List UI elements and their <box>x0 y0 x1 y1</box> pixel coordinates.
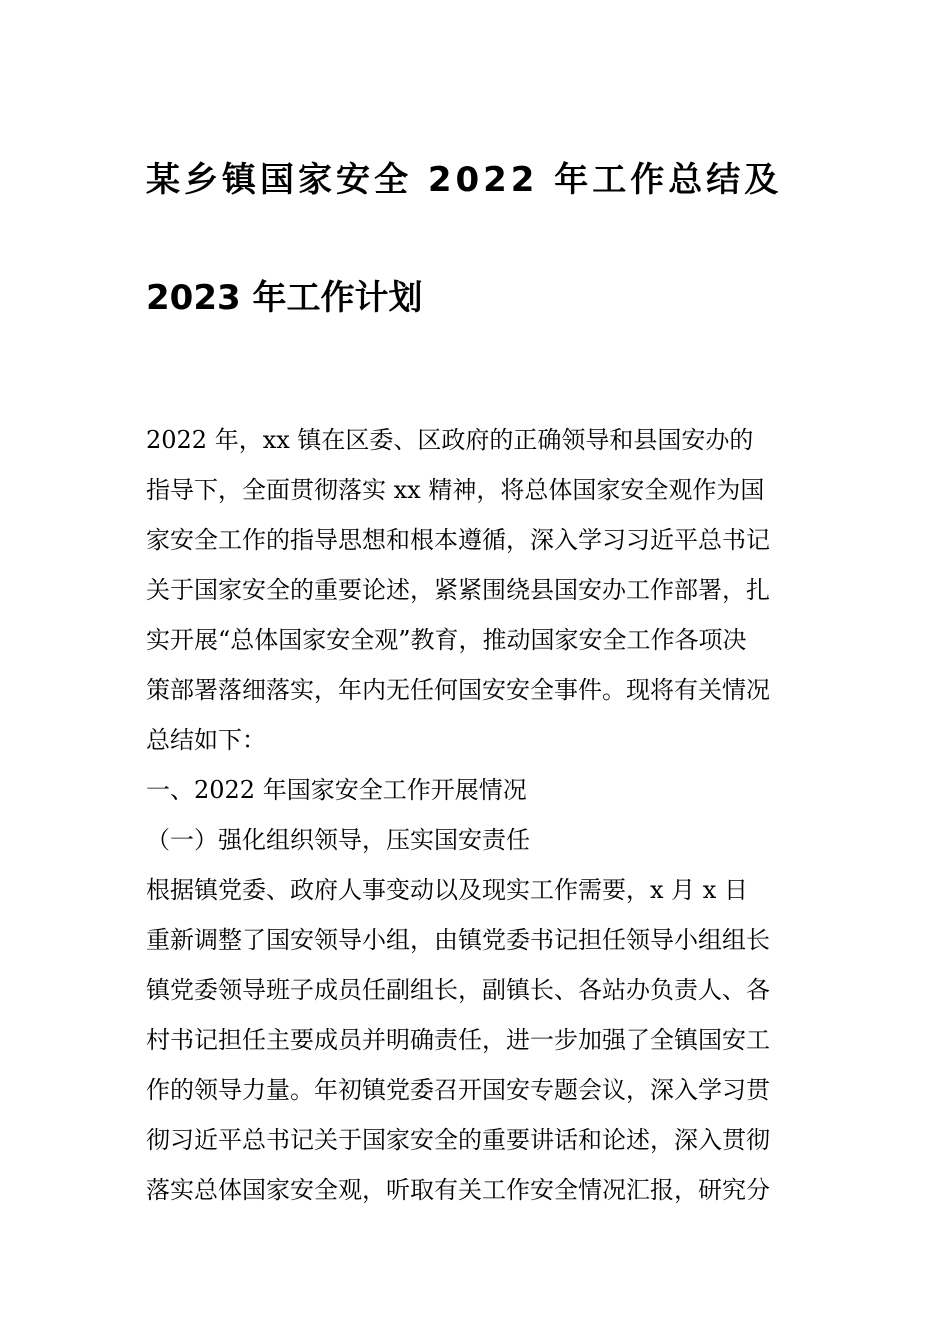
body-line: 彻习近平总书记关于国家安全的重要讲话和论述，深入贯彻 <box>146 1126 770 1154</box>
body-line: 总结如下： <box>146 726 266 754</box>
body-line: 村书记担任主要成员并明确责任，进一步加强了全镇国安工 <box>146 1026 770 1054</box>
section-heading: 一、2022 年国家安全工作开展情况 <box>146 776 527 804</box>
body-line: 实开展“总体国家安全观”教育，推动国家安全工作各项决 <box>146 626 747 654</box>
subsection-heading: （一）强化组织领导，压实国安责任 <box>146 826 530 854</box>
body-line: 镇党委领导班子成员任副组长，副镇长、各站办负责人、各 <box>146 976 770 1004</box>
document-title-line-1: 某乡镇国家安全 2022 年工作总结及 <box>146 160 783 200</box>
document-title-line-2: 2023 年工作计划 <box>146 278 423 318</box>
body-line: 根据镇党委、政府人事变动以及现实工作需要，x 月 x 日 <box>146 876 748 904</box>
body-line: 关于国家安全的重要论述，紧紧围绕县国安办工作部署，扎 <box>146 576 770 604</box>
body-line: 2022 年，xx 镇在区委、区政府的正确领导和县国安办的 <box>146 426 754 454</box>
body-line: 策部署落细落实，年内无任何国安安全事件。现将有关情况 <box>146 676 770 704</box>
body-line: 重新调整了国安领导小组，由镇党委书记担任领导小组组长 <box>146 926 770 954</box>
body-line: 作的领导力量。年初镇党委召开国安专题会议，深入学习贯 <box>146 1076 770 1104</box>
body-line: 落实总体国家安全观，听取有关工作安全情况汇报，研究分 <box>146 1176 770 1204</box>
body-line: 家安全工作的指导思想和根本遵循，深入学习习近平总书记 <box>146 526 770 554</box>
body-line: 指导下，全面贯彻落实 xx 精神，将总体国家安全观作为国 <box>146 476 765 504</box>
